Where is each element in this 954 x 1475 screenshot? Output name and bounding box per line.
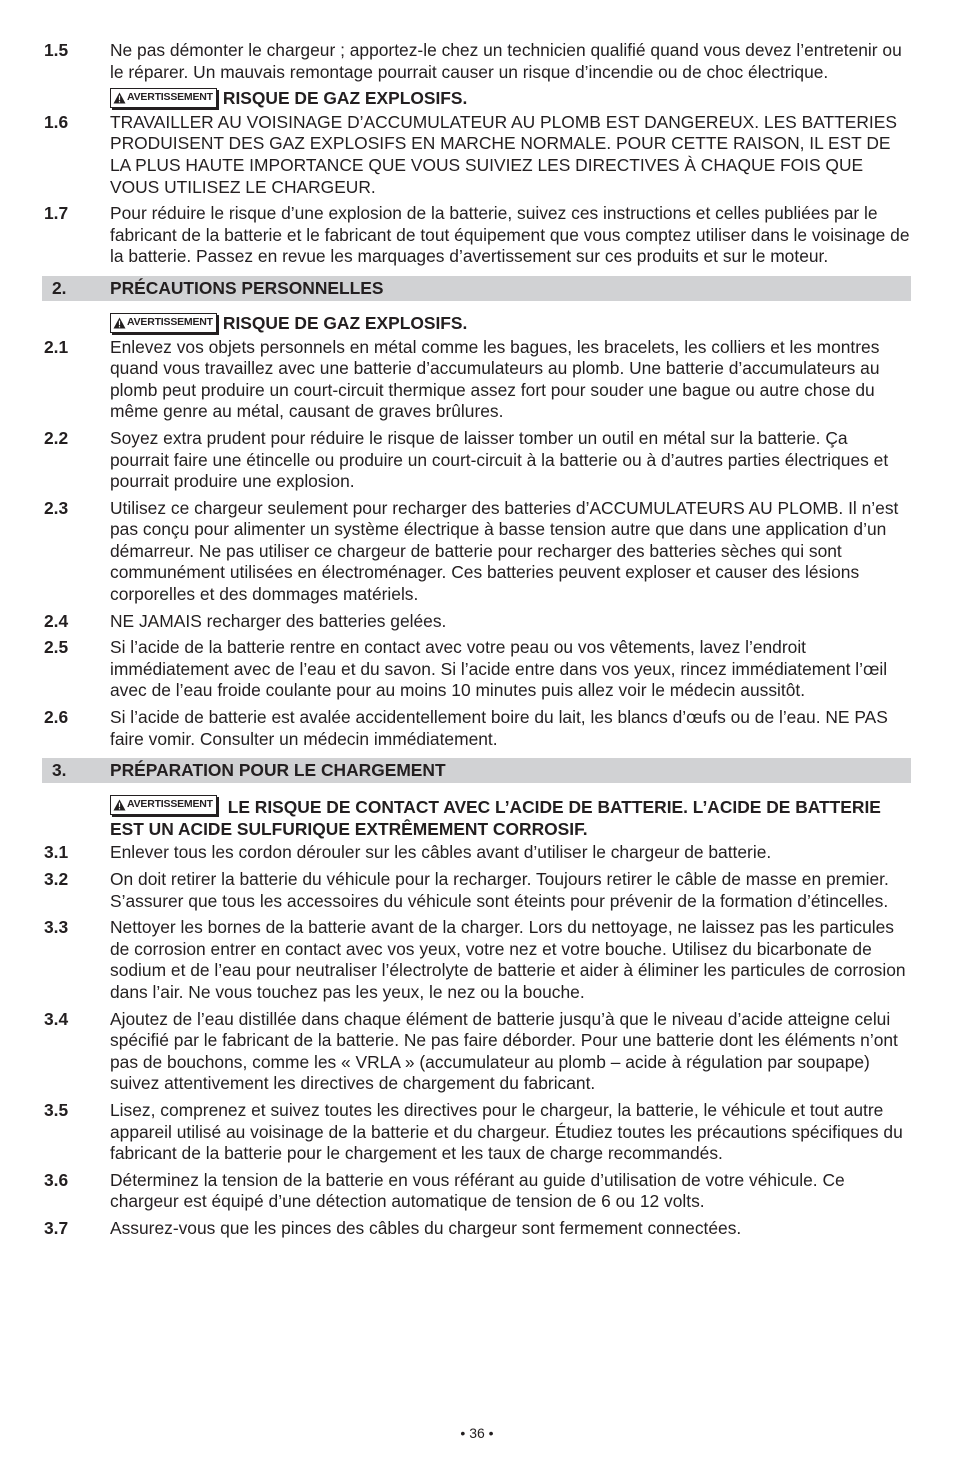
warning-text: RISQUE DE GAZ EXPLOSIFS. bbox=[222, 312, 468, 333]
list-item bbox=[42, 337, 911, 423]
warning-badge: AVERTISSEMENT bbox=[110, 795, 217, 815]
item-text: Ne pas démonter le chargeur ; apportez-le chez un technicien qualifié quand vous devez l’entretenir ou le réparer. Un mauvais remontage pourrait causer un risque d’incendie ou de choc électrique. bbox=[110, 40, 902, 82]
item-number: 3.4 bbox=[44, 1008, 69, 1029]
item-number: 2.3 bbox=[44, 497, 69, 518]
item-number: 2.2 bbox=[44, 427, 69, 448]
section-title: PRÉPARATION POUR LE CHARGEMENT bbox=[110, 760, 446, 781]
item-text: On doit retirer la batterie du véhicule pour la recharger. Toujours retirer le câble de masse en premier. S’assurer que tous les accessoires du véhicule sont éteints pour prévenir de la formation d’étincelles. bbox=[110, 869, 889, 911]
item-number: 3.1 bbox=[44, 842, 69, 863]
item-text: Pour réduire le risque d’une explosion de la batterie, suivez ces instructions et celles publiées par le fabricant de la batterie et le fabricant de tout équipement que vous comptez utiliser dans le voisinage de la batterie. Passez en revue les marquages d’avertissement sur ces produits et sur le moteur. bbox=[110, 203, 910, 267]
list-item bbox=[42, 917, 911, 1003]
item-text: NE JAMAIS recharger des batteries gelées. bbox=[110, 610, 447, 631]
list-item bbox=[42, 637, 911, 702]
list-item bbox=[42, 1170, 911, 1213]
item-number: 1.5 bbox=[44, 40, 69, 60]
list-item bbox=[42, 707, 911, 750]
item-text: TRAVAILLER AU VOISINAGE D’ACCUMULATEUR AU PLOMB EST DANGEREUX. LES BATTERIES PRODUISENT DES GAZ EXPLOSIFS EN MARCHE NORMALE. POUR CETTE RAISON, IL EST DE LA PLUS HAUTE IMPORTANCE QUE VOUS SUIVIEZ LES DIRECTIVES À CHAQUE FOIS QUE VOUS UTILISEZ LE CHARGEUR. bbox=[110, 111, 897, 197]
list-item bbox=[42, 611, 911, 633]
item-group-1 bbox=[42, 40, 911, 83]
list-item bbox=[42, 1100, 911, 1165]
list-item bbox=[42, 1009, 911, 1095]
item-number: 1.7 bbox=[44, 203, 69, 224]
item-text: Ajoutez de l’eau distillée dans chaque élément de batterie jusqu’à que le niveau d’acide atteigne celui spécifié par le fabricant de la batterie. Ne pas faire déborder. Pour une batterie dont les éléments n’ont pas de bouchons, comme les « VRLA » (accumulateur au plomb – acide à régulation par soupape) suivez attentivement les directives de chargement du fabricant. bbox=[110, 1008, 898, 1094]
list-item bbox=[42, 40, 911, 83]
item-text: Assurez-vous que les pinces des câbles du chargeur sont fermement connectées. bbox=[110, 1217, 742, 1238]
section-number: 3. bbox=[52, 760, 67, 781]
item-text: Enlevez vos objets personnels en métal comme les bagues, les bracelets, les colliers et les montres quand vous travaillez avec une batterie d’accumulateurs au plomb. Une batterie d’accumulateurs au plomb peut produire un court-circuit thermique assez fort pour souder une bague ou autre chose du même genre au métal, causant de graves brûlures. bbox=[110, 336, 880, 422]
item-text: Soyez extra prudent pour réduire le risque de laisser tomber un outil en métal sur la batterie. Ça pourrait faire une étincelle ou produire un court-circuit à la batterie ou à d’autres parties électriques et pourrait produire une explosion. bbox=[110, 427, 889, 492]
item-number: 3.6 bbox=[44, 1169, 69, 1190]
item-number: 3.7 bbox=[44, 1217, 69, 1238]
item-number: 3.3 bbox=[44, 917, 69, 938]
item-number: 2.4 bbox=[44, 610, 69, 631]
warning-acid bbox=[110, 795, 911, 840]
list-item bbox=[42, 869, 911, 912]
item-number: 1.6 bbox=[44, 111, 69, 132]
section-header-2 bbox=[42, 276, 911, 301]
item-text: Utilisez ce chargeur seulement pour recharger des batteries d’ACCUMULATEURS AU PLOMB. Il n’est pas conçu pour alimenter un système électrique à basse tension autre que dans une application d’un démarreur. Ne pas utiliser ce chargeur de batterie pour recharger des batteries sèches qui sont communément utilisées en électroménager. Ces batteries peuvent exploser et causer des lésions corporelles et des dommages matériels. bbox=[110, 497, 899, 605]
item-number: 3.2 bbox=[44, 869, 69, 889]
list-item bbox=[42, 842, 911, 864]
item-group-1b bbox=[42, 112, 911, 268]
list-item bbox=[42, 428, 911, 493]
item-text: Si l’acide de la batterie rentre en contact avec votre peau ou vos vêtements, lavez l’endroit immédiatement avec de l’eau et du savon. Si l’acide entre dans vos yeux, rincez immédiatement l’œil avec de l’eau froide coulante pour au moins 10 minutes puis allez voir le médecin aussitôt. bbox=[110, 637, 888, 701]
warning-text: LE RISQUE DE CONTACT AVEC L’ACIDE DE BATTERIE. L’ACIDE DE BATTERIE EST UN ACIDE SULFURIQUE EXTRÊMEMENT CORROSIF. bbox=[110, 797, 881, 839]
warning-triangle-icon bbox=[113, 92, 126, 104]
section-header-3 bbox=[42, 758, 911, 783]
document-page bbox=[42, 40, 911, 1245]
list-item bbox=[42, 498, 911, 606]
item-text: Lisez, comprenez et suivez toutes les directives pour le chargeur, la batterie, le véhicule et tout autre appareil utilisé au voisinage de la batterie et du chargeur. Étudiez toutes les précautions spécifiques du fabricant de la batterie pour le chargement et les taux de charge recommandés. bbox=[110, 1099, 903, 1164]
item-text: Nettoyer les bornes de la batterie avant de la charger. Lors du nettoyage, ne laissez pas les particules de corrosion entrer en contact avec vos yeux, votre nez et votre bouche. Utilisez du bicarbonate de sodium et de l’eau pour neutraliser l’électrolyte de batterie et aider à éliminer les particules de corrosion dans l’air. Ne vous touchez pas les yeux, le nez ou la bouche. bbox=[110, 917, 906, 1002]
warning-triangle-icon bbox=[113, 799, 126, 811]
warning-text: RISQUE DE GAZ EXPLOSIFS. bbox=[222, 88, 468, 109]
item-text: Si l’acide de batterie est avalée accidentellement boire du lait, les blancs d’œufs ou de l’eau. NE PAS faire vomir. Consulter un médecin immédiatement. bbox=[110, 707, 888, 749]
item-group-3 bbox=[42, 842, 911, 1239]
item-number: 2.5 bbox=[44, 637, 69, 658]
page-number: • 36 • bbox=[460, 1425, 494, 1441]
item-number: 2.1 bbox=[44, 336, 69, 357]
list-item bbox=[42, 1218, 911, 1240]
item-number: 2.6 bbox=[44, 707, 69, 728]
warning-gas-1 bbox=[110, 88, 911, 110]
warning-badge: AVERTISSEMENT bbox=[110, 313, 217, 333]
list-item bbox=[42, 112, 911, 198]
item-group-2 bbox=[42, 337, 911, 751]
section-title: PRÉCAUTIONS PERSONNELLES bbox=[110, 277, 384, 298]
warning-triangle-icon bbox=[113, 317, 126, 329]
item-text: Enlever tous les cordon dérouler sur les câbles avant d’utiliser le chargeur de batterie. bbox=[110, 842, 772, 863]
warning-badge: AVERTISSEMENT bbox=[110, 88, 217, 108]
list-item bbox=[42, 203, 911, 268]
item-number: 3.5 bbox=[44, 1099, 69, 1120]
warning-gas-2 bbox=[110, 313, 911, 335]
section-number: 2. bbox=[52, 277, 67, 298]
item-text: Déterminez la tension de la batterie en vous référant au guide d’utilisation de votre véhicule. Ce chargeur est équipé d’une détection automatique de tension de 6 ou 12 volts. bbox=[110, 1169, 845, 1212]
